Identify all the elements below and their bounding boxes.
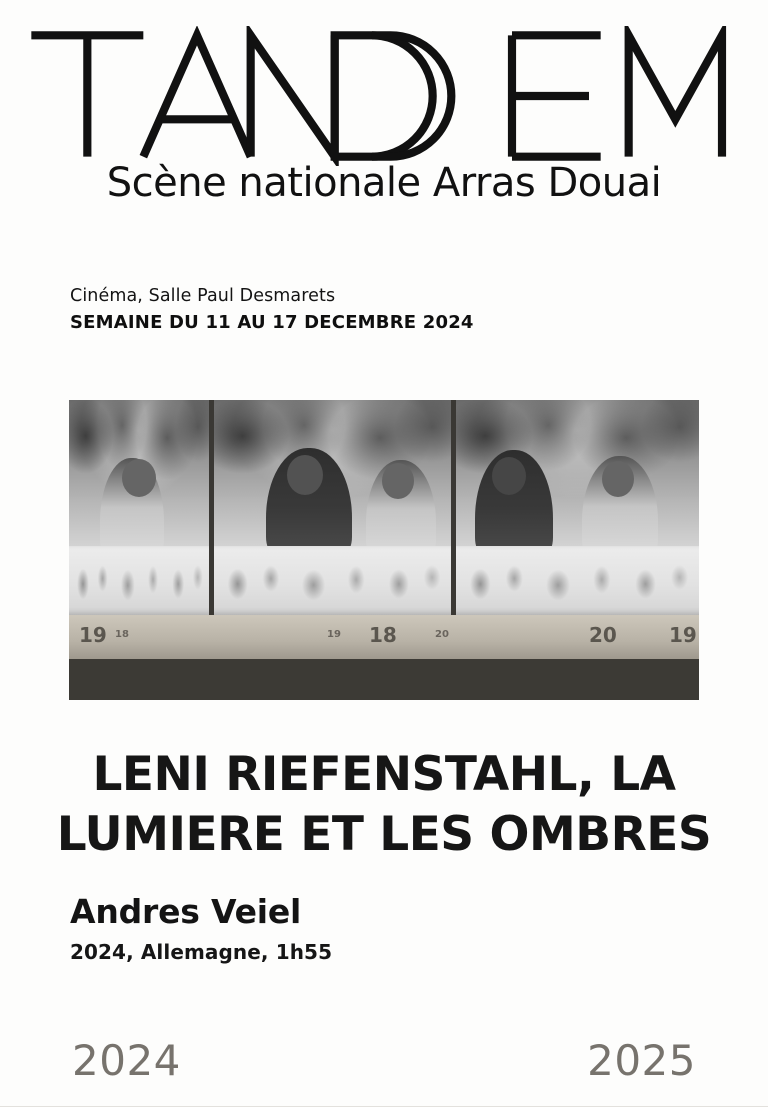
film-still [69, 400, 699, 700]
film-director: Andres Veiel [70, 892, 302, 931]
frame-figure-head [287, 455, 323, 495]
brand-tagline: Scène nationale Arras Douai [106, 160, 662, 206]
frame-figure-head [382, 463, 414, 499]
frame-table-items [456, 551, 699, 607]
season-end-year: 2025 [587, 1036, 696, 1085]
frame-table-items [214, 551, 451, 607]
frame-figure-head [602, 461, 634, 497]
still-base [69, 659, 699, 700]
contact-sheet-frames [69, 400, 699, 615]
sheet-marker: 18 [115, 629, 129, 640]
tandem-wordmark [22, 26, 745, 166]
frame-table-items [69, 551, 209, 607]
sheet-number: 20 [589, 623, 617, 647]
venue-label: Cinéma, Salle Paul Desmarets [70, 286, 336, 306]
contact-sheet-edge [69, 615, 699, 659]
brand-logo-block [0, 26, 768, 204]
film-frame-2 [214, 400, 451, 615]
film-title-line-2: LUMIERE ET LES OMBRES [56, 807, 712, 863]
season-start-year: 2024 [72, 1036, 181, 1085]
sheet-number: 19 [669, 623, 697, 647]
program-meta [70, 286, 710, 333]
film-details: 2024, Allemagne, 1h55 [70, 940, 333, 964]
frame-figure-head [492, 457, 526, 495]
sheet-marker: 19 [327, 629, 341, 640]
week-label: SEMAINE DU 11 AU 17 DECEMBRE 2024 [70, 312, 474, 333]
sheet-number: 19 [79, 623, 107, 647]
film-frame-3 [456, 400, 699, 615]
film-frame-1 [69, 400, 209, 615]
film-title-line-1: LENI RIEFENSTAHL, LA [92, 747, 676, 802]
sheet-marker: 20 [435, 629, 449, 640]
film-title [0, 745, 768, 865]
sheet-number: 18 [369, 623, 397, 647]
frame-figure-head [122, 459, 156, 497]
